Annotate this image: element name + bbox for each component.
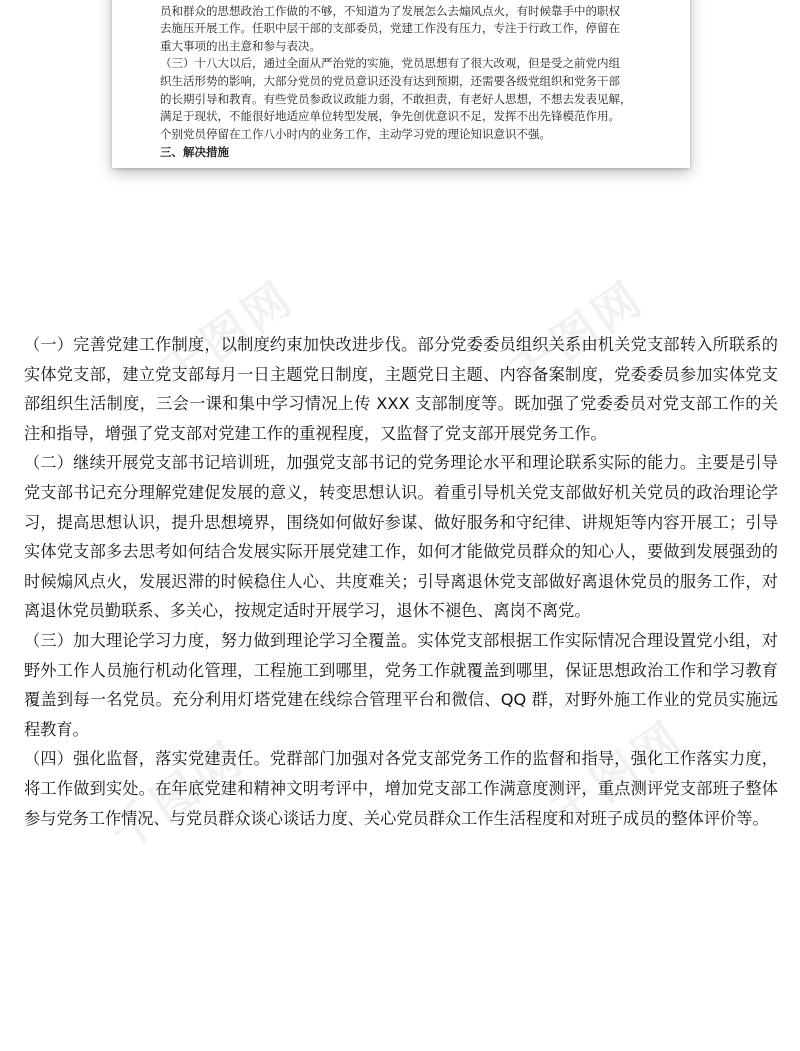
paragraph-2: （二）继续开展党支部书记培训班，加强党支部书记的党务理论水平和理论联系实际的能力。主要是引导党支部书记充分理解党建促发展的意义，转变思想认识。着重引导机关党支部做好机关党员的政治理论学习，提高思想认识，提升思想境界，围绕如何做好参谋、做好服务和守纪律、讲规矩等内容开展工；引导实体党支部多去思考如何结合发展实际开展党建工作，如何才能做党员群众的知心人，要做到发展强劲的时候煽风点火，发展迟滞的时候稳住人心、共度难关；引导离退休党支部做好离退休党员的服务工作，对离退休党员勤联系、多关心，按规定适时开展学习，退休不褪色、离岗不离党。 (24, 453, 778, 621)
paragraph-1: （一）完善党建工作制度，以制度约束加快改进步伐。部分党委委员组织关系由机关党支部转入所联系的实体党支部，建立党支部每月一日主题党日制度，主题党日主题、内容备案制度，党委委员参加实体党支部组织生活制度，三会一课和集中学习情况上传 XXX 支部制度等。既加强了党委委员对党支部工作的关注和指导，增强了党支部对党建工作的重视程度，又监督了党支部开展党务工作。 (24, 335, 778, 443)
paragraph-4: （四）强化监督，落实党建责任。党群部门加强对各党支部党务工作的监督和指导，强化工作落实力度，将工作做到实处。在年底党建和精神文明考评中，增加党支部工作满意度测评，重点测评党支部班子整体参与党务工作情况、与党员群众谈心谈话力度、关心党员群众工作生活程度和对班子成员的整体评价等。 (24, 749, 778, 828)
preview-line: 满足于现状，不能很好地适应单位转型发展，争先创优意识不足，发挥不出先锋模范作用。 (160, 109, 620, 124)
watermark: 千图网 (149, 270, 304, 401)
section-heading: 三、解决措施 (160, 145, 229, 160)
watermark: 千图网 (499, 270, 654, 401)
preview-line: 织生活形势的影响，大部分党员的党员意识还没有达到预期，还需要各级党组织和党务干部 (160, 74, 620, 89)
preview-line: 员和群众的思想政治工作做的不够，不知道为了发展怎么去煽风点火，有时候靠手中的职权 (160, 3, 620, 18)
preview-line: 重大事项的出主意和参与表决。 (160, 38, 321, 53)
preview-line: （三）十八大以后，通过全面从严治党的实施，党员思想有了很大改观，但是受之前党内组 (160, 56, 620, 71)
paragraph-3: （三）加大理论学习力度，努力做到理论学习全覆盖。实体党支部根据工作实际情况合理设置党小组，对野外工作人员施行机动化管理，工程施工到哪里，党务工作就覆盖到哪里，保证思想政治工作和学习教育覆盖到每一名党员。充分利用灯塔党建在线综合管理平台和微信、QQ 群，对野外施工作业的党员实施远程教育。 (24, 630, 778, 739)
document-preview-card (112, 0, 690, 168)
main-body-text (24, 330, 778, 833)
preview-line: 个别党员停留在工作八小时内的业务工作，主动学习党的理论知识意识不强。 (160, 126, 551, 141)
watermark: 千图网 (99, 730, 254, 861)
document-preview-text (160, 0, 644, 162)
preview-line: 的长期引导和教育。有些党员参政议政能力弱，不敢担责，有老好人思想，不想去发表见解， (160, 91, 632, 106)
preview-line: 去施压开展工作。任职中层干部的支部委员，党建工作没有压力，专注于行政工作，停留在 (160, 21, 620, 36)
watermark: 千图网 (539, 710, 694, 841)
